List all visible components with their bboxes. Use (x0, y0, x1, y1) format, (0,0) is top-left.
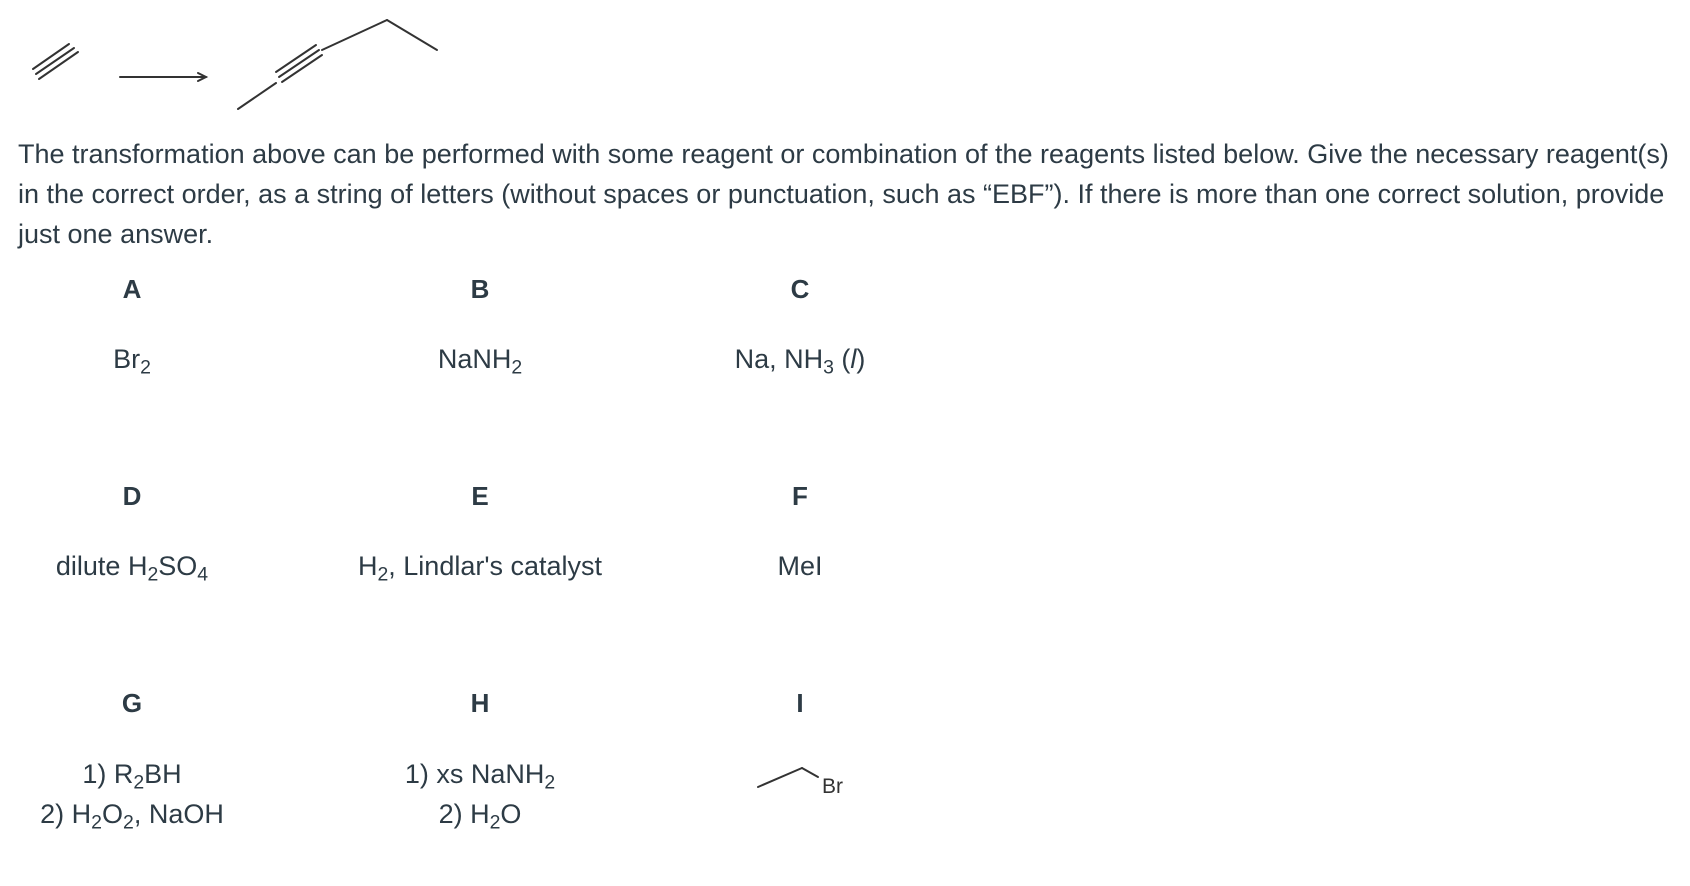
reagent-e (358, 546, 602, 586)
reagent-h-step1-sub: 2 (544, 771, 556, 794)
reagent-g-step2-a: 2) H (40, 799, 92, 829)
reagent-d-part1: dilute H (55, 551, 148, 581)
reagent-g-step1-sub: 2 (133, 771, 145, 794)
reagent-a-name: Br (113, 344, 141, 374)
reagent-h (405, 754, 555, 834)
reagent-letter-c: C (790, 274, 810, 304)
reagent-e-sub: 2 (377, 563, 389, 586)
reagent-c-part2: ( (833, 344, 851, 374)
reagent-b-name: NaNH (437, 344, 512, 374)
reagent-h-step2-a: 2) H (438, 799, 490, 829)
reagent-letter-f: F (792, 481, 808, 511)
reagent-i-bond-2 (802, 768, 818, 777)
reagent-d-sub2: 4 (197, 563, 209, 586)
starting-alkyne-bond-2 (36, 48, 74, 74)
reagent-g-step1-a: 1) R (82, 759, 134, 789)
reagent-c-part3: ) (856, 344, 866, 374)
product-triple-3 (282, 55, 322, 82)
reagent-h-step2 (405, 794, 555, 834)
reagent-letter-b: B (470, 274, 490, 304)
reagent-d-sub1: 2 (147, 563, 159, 586)
product-triple-2 (279, 50, 319, 77)
reagent-letter-g: G (121, 688, 143, 718)
reagent-i-bond-1 (758, 768, 802, 787)
product-bond-methyl (238, 83, 276, 109)
reagent-h-step1 (405, 754, 555, 794)
reagent-letter-d: D (122, 481, 142, 511)
reagent-e-part1: H (357, 551, 378, 581)
reagent-h-step1-a: 1) xs NaNH (404, 759, 545, 789)
reagent-f: MeI (777, 551, 823, 581)
reagent-a (113, 339, 151, 379)
reagent-b-sub: 2 (511, 356, 523, 379)
reagent-a-sub: 2 (140, 356, 151, 379)
reagent-g-step2 (40, 794, 224, 834)
starting-alkyne-bond-1 (33, 44, 69, 69)
reagent-h-step2-b: O (500, 799, 522, 829)
product-triple-1 (276, 45, 316, 72)
reagent-d (56, 546, 208, 586)
reaction-scheme (0, 0, 460, 125)
question-text: The transformation above can be performed with some reagent or combination of the reagents listed below. Give the necessary reagent(s) in the correct order, as a string of letters (without spaces or punctuation, such as “EBF”). If there is more than one correct solution, provide just one answer. (18, 139, 1669, 249)
reagent-h-step2-sub: 2 (489, 811, 501, 834)
reagent-d-part2: SO (158, 551, 198, 581)
reagent-g-step2-c: , NaOH (133, 799, 224, 829)
reagent-e-part2: , Lindlar's catalyst (388, 551, 603, 581)
reagent-g (40, 754, 224, 834)
reagent-g-step1 (40, 754, 224, 794)
reagent-i-atom: Br (822, 775, 843, 798)
reagent-letter-e: E (471, 481, 489, 511)
product-bond-ethyl (387, 20, 437, 50)
reagent-g-step2-sub1: 2 (91, 811, 102, 834)
reagent-c-sub: 3 (823, 356, 834, 379)
reagent-c-part1: Na, NH (734, 344, 824, 374)
reagent-g-step2-sub2: 2 (123, 811, 134, 834)
product-bond-ch2 (322, 20, 387, 50)
reagent-letter-h: H (470, 688, 490, 718)
reagent-c (735, 339, 866, 379)
reagent-letter-a: A (122, 274, 142, 304)
reagent-c-italic: l (850, 344, 857, 374)
reagent-letter-i: I (796, 688, 804, 718)
reagent-b (438, 339, 522, 379)
starting-alkyne-bond-3 (39, 52, 78, 79)
reagent-g-step1-b: BH (144, 759, 182, 789)
reagent-g-step2-b: O (101, 799, 123, 829)
